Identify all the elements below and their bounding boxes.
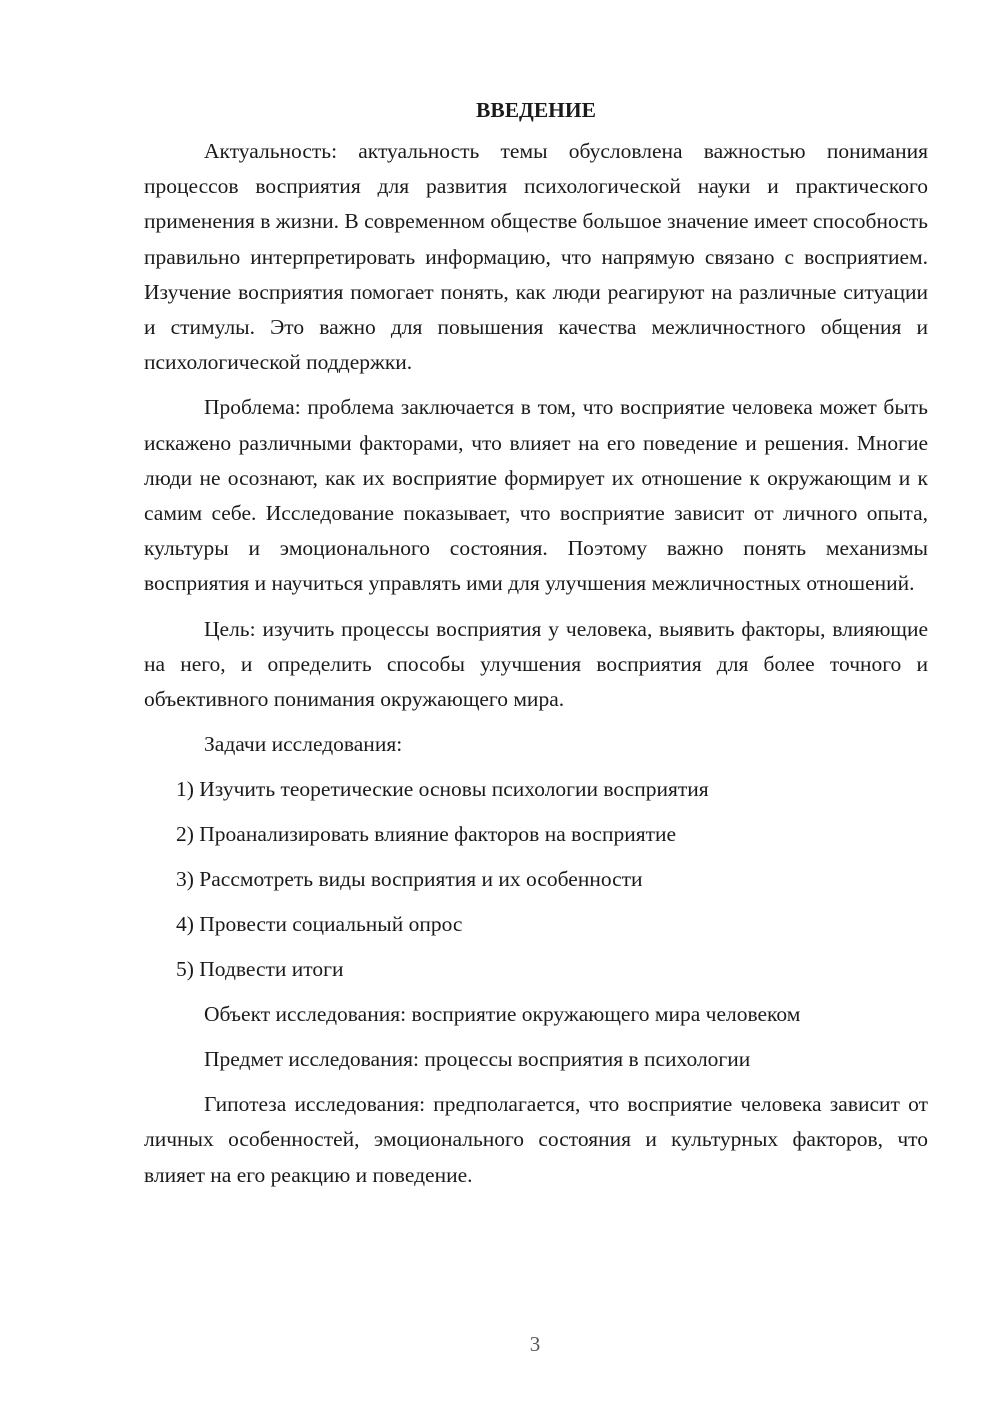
page-number: 3 [529, 1332, 541, 1356]
tasks-heading: Задачи исследования: [204, 732, 403, 757]
object-paragraph: Объект исследования: восприятие окружающего мира человеком [204, 1002, 801, 1027]
document-page [144, 92, 928, 1203]
subject-paragraph: Предмет исследования: процессы восприятия в психологии [204, 1047, 751, 1072]
task-item: 1) Изучить теоретические основы психологии восприятия [176, 777, 709, 802]
task-item: 2) Проанализировать влияние факторов на восприятие [176, 822, 677, 847]
task-item: 3) Рассмотреть виды восприятия и их особенности [176, 867, 643, 892]
problem-paragraph: Проблема: проблема заключается в том, что восприятие человека может быть искажено различными факторами, что влияет на его поведение и решения. Многие люди не осознают, как их восприятие формирует их отношение к окружающим и к самим себе. Исследование показывает, что восприятие зависит от личного опыта, культуры и эмоционального состояния. Поэтому важно понять механизмы восприятия и научиться управлять ими для улучшения межличностных отношений. [144, 395, 928, 596]
hypothesis-paragraph: Гипотеза исследования: предполагается, что восприятие человека зависит от личных особенностей, эмоционального состояния и культурных факторов, что влияет на его реакцию и поведение. [144, 1092, 928, 1187]
task-item: 5) Подвести итоги [176, 957, 344, 982]
tasks-list [144, 772, 928, 987]
relevance-paragraph: Актуальность: актуальность темы обусловлена важностью понимания процессов восприятия для развития психологической науки и практического применения в жизни. В современном обществе большое значение имеет способность правильно интерпретировать информацию, что напрямую связано с восприятием. Изучение восприятия помогает понять, как люди реагируют на различные ситуации и стимулы. Это важно для повышения качества межличностного общения и психологической поддержки. [144, 139, 928, 375]
goal-paragraph: Цель: изучить процессы восприятия у человека, выявить факторы, влияющие на него, и определить способы улучшения восприятия для более точного и объективного понимания окружающего мира. [144, 616, 928, 712]
task-item: 4) Провести социальный опрос [176, 912, 463, 937]
section-title: ВВЕДЕНИЕ [476, 98, 596, 122]
